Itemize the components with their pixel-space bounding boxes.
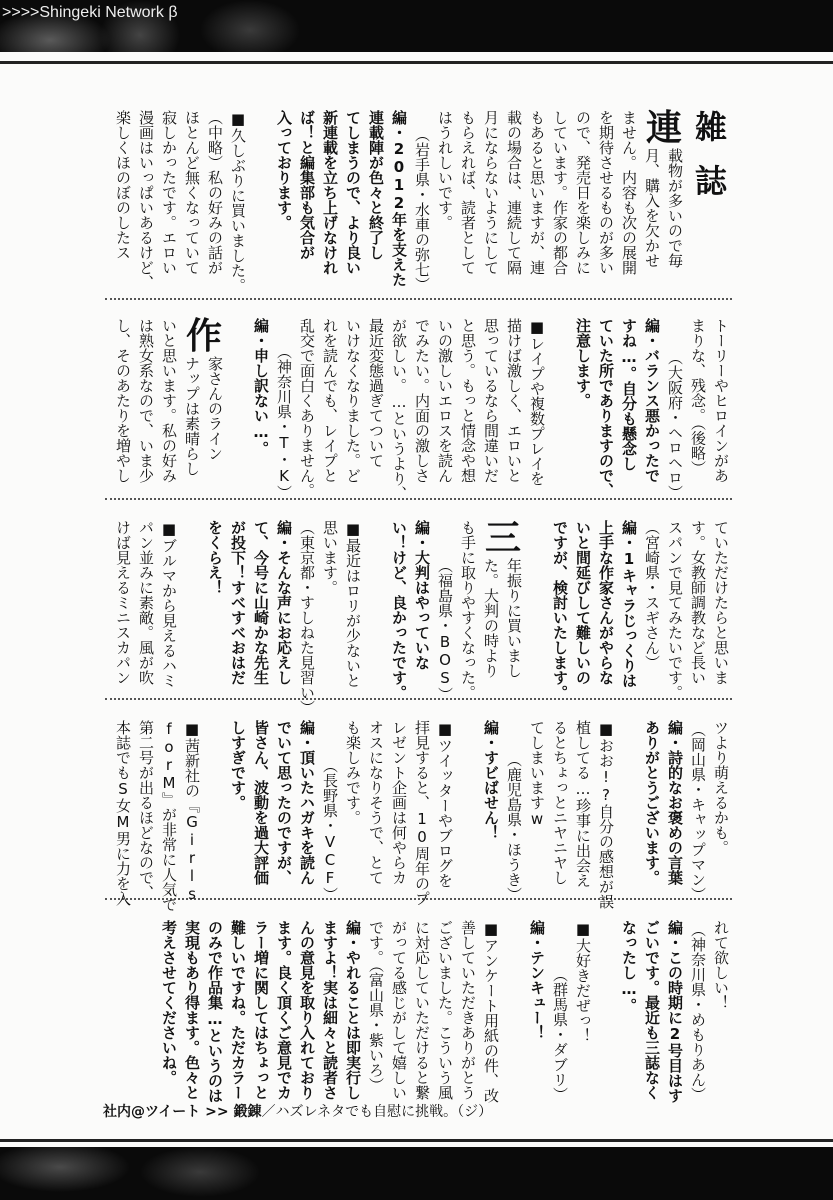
editor-reply-column: をくらえ！ [206,520,224,595]
text-column: ていただけたらと思いま [712,520,730,685]
drop-cap: 連 [645,108,682,149]
text-column [617,720,640,902]
text-column: 思います。 [321,520,339,595]
text-column: ツより萌えるかも。 [712,720,730,855]
editor-reply-column: しすぎです。 [229,720,247,810]
text-column: しています。作家の都合 [551,110,569,275]
text-column: もらえれば、読者として [459,110,477,275]
text-column [548,318,571,500]
sender-signature: （長野県・VCF） [321,758,339,902]
text-column: 描けば激しく、エロいと [505,318,523,483]
text-column: 楽しくほのぼのしたス [114,110,132,260]
sender-signature: （神奈川県・めもりあん） [689,922,707,1102]
text-column: でみたい。内面の激しさ [413,318,431,483]
editor-reply-column: 編・バランス悪かったで [643,318,661,483]
editor-reply-column: 編・1キャラじっくりは [620,520,638,688]
text-column: は熟女系なので、いま少 [137,318,155,483]
sender-signature: （神奈川県・T・K） [275,344,293,500]
text-column: も楽しみです。 [344,720,362,825]
text-column: が欲しい。…というより、 [390,318,408,501]
text-row [105,110,732,292]
editor-reply-column: 新連載を立ち上げなけれ [321,110,339,275]
text-column [226,318,249,500]
text-column: 思っているなら間違いだ [482,318,500,483]
page-footer-banner [0,1147,833,1200]
text-column: forM』が非常に人気で [160,720,178,912]
text-column: はうれしいです。 [436,110,454,230]
text-column: 本誌でもS女M男に力を入 [114,720,132,906]
text-column: 年振りに買いまし [505,558,523,678]
text-column [525,520,548,702]
text-column: 家さんのライン [206,356,224,461]
editor-reply-column: のみで作品集…というのは [206,920,224,1103]
editor-reply-column: 編・そんな声にお応えし [275,520,293,685]
text-column: るとちょっとニヤニヤし [551,720,569,885]
editor-reply-column: 入っております。 [275,110,293,230]
sender-signature: （岩手県・水車の弥七） [413,127,431,292]
text-row [105,318,732,500]
text-row [105,720,732,912]
editor-reply-column: 編・テンキュー！ [528,920,546,1040]
staff-tweet-text: ／ハズレネタでも自慰に挑戦。（ジ） [261,1104,493,1120]
text-column: がってる感じがして嬉しい [390,920,408,1100]
editor-reply-column: いと間延びして難しいの [574,520,592,685]
text-column [456,720,479,902]
text-column: 月にならないようにして [482,110,500,275]
text-column: ほとんど無くなっていて [183,110,201,275]
text-column: し、そのあたりを増やし [114,318,132,483]
text-column: ■レイプや複数プレイを [528,318,546,486]
editor-reply-column: んの意見を取り入れており [298,920,316,1100]
section-title: 雑誌 [690,110,728,218]
editor-reply-column: 編・この時期に2号目はす [666,920,684,1103]
text-column: 拝見すると、10周年のプ [413,720,431,906]
text-column: 善していただきありがとう [459,920,477,1100]
text-column: 寂しかったです。エロい [160,110,178,275]
editor-reply-column: 編・申し訳ない…。 [252,318,270,456]
text-column: トーリーやヒロインがあ [712,318,730,483]
sender-signature: （福島県・BOS） [436,558,454,702]
text-column: いと思います。私の好み [160,318,178,483]
editor-reply-column: て、今号に山崎かな先生 [252,520,270,685]
text-column: レゼント企画は何やらカ [390,720,408,885]
sender-signature: （岡山県・キャップマン） [689,722,707,902]
drop-cap: 三 [484,518,521,559]
dotted-separator [105,298,732,300]
text-column: 乱交で面白くありません。 [298,318,316,498]
text-column: 漫画はいっぱいあるけど、 [137,110,155,290]
text-column: ■おお!?自分の感想が誤 [597,720,615,909]
text-column: （宮崎県・スギさん） [643,520,661,670]
text-column: 第二号が出るほどなので、 [137,720,155,900]
editor-reply-column: ですが、検討いたします。 [551,520,569,700]
text-column [594,920,617,1102]
text-column: ■最近はロリが少ないと [344,520,362,688]
text-row [105,518,732,715]
text-column: （中略）私の好みの話が [206,110,224,275]
text-column: ■茜新社の『Girls [183,720,201,903]
text-column: ■久しぶりに買いました。 [229,110,247,293]
drop-cap: 作 [185,316,222,357]
drop-cap-block [479,520,525,702]
text-column [364,520,387,702]
text-column: 載物が多いので毎 [666,148,684,268]
editor-reply-column: なったし…。 [620,920,638,1013]
editor-reply-column: 編・2012年を支えた [390,110,408,287]
text-column: ので、発売日を楽しみに [574,110,592,275]
staff-tweet [103,1101,492,1121]
text-column: もあると思いますが、連 [528,110,546,275]
editor-reply-column: ていた所でありますので、 [597,318,615,498]
editor-reply-column: 編・詩的なお褒めの言葉 [666,720,684,885]
drop-cap-block [180,318,226,500]
text-column: まりな、残念。（後略） [689,318,707,476]
editor-reply-column: ごいです。最近も三誌なく [643,920,661,1100]
text-column: スパンで見てみたいです。 [666,520,684,700]
editor-reply-column: 考えさせてくださいね。 [160,920,178,1085]
text-column: れを読んでも、レイプと [321,318,339,483]
editor-reply-column: ラー増に関してはちょっと [252,920,270,1100]
text-column: 載の場合は、連続して隔 [505,110,523,275]
text-column: に対応していただけると繋 [413,920,431,1100]
text-column: ■ブルマから見えるハミ [160,520,178,688]
sender-signature: （東京都・すしねた見習い） [298,520,316,715]
text-column: ございました。こういう風 [436,920,454,1100]
editor-reply-column: でいて思ったのですが、 [275,720,293,885]
text-column: けば見えるミニスカパン [114,520,132,685]
text-column: ナップは素晴らし [183,356,201,476]
editor-reply-column: 編・頂いたハガキを読ん [298,720,316,885]
staff-tweet-label: 社内@ツイート >> 鍛錬 [103,1104,262,1120]
text-column: 植してる…珍事に出会え [574,720,592,888]
editor-reply-column: ます。良く頂くご意見でカ [275,920,293,1100]
editor-reply-column: 編・やれることは即実行し [344,920,362,1100]
header-title: >>>>Shingeki Network β [2,4,178,21]
editor-reply-column: ますよ！実は細々と読者さ [321,920,339,1100]
editor-reply-column: てしまうので、より良い [344,110,362,275]
text-row [105,920,732,1102]
editor-reply-column: 編・すビばせん！ [482,720,500,840]
text-column: ■大好きだぜっ！ [574,920,592,1043]
text-column: ません。内容も次の展開 [620,110,638,275]
text-column [180,520,203,702]
editor-reply-column: すね…。自分も懸念し [620,318,638,471]
text-column: です。（富山県・紫いろ） [367,920,385,1093]
page-header-banner [0,0,833,52]
footer-divider [0,1139,833,1142]
text-column: パン並みに素敵。風が吹 [137,520,155,685]
editor-reply-column: ば！と編集部も気合が [298,110,316,260]
text-column: た。大判の時より [482,558,500,678]
header-divider [0,61,833,64]
text-column: てしまいますw [528,720,546,828]
text-column [203,720,226,902]
text-column: と思う。もっと情念や想 [459,318,477,483]
text-column: いけなくなりました。ど [344,318,362,483]
text-column [249,110,272,292]
text-column: れて欲しい！ [712,920,730,1010]
text-column: オスになりそうで、とて [367,720,385,885]
sender-signature: （鹿児島県・ほうき） [505,752,523,902]
text-column: ■アンケート用紙の件、改 [482,920,500,1103]
editor-reply-column: が投下！すべすべおはだ [229,520,247,685]
text-column: す。女教師調教など長い [689,520,707,685]
editor-reply-column: 実現もあり得ます。色々と [183,920,201,1100]
editor-reply-column: 連載陣が色々と終了し [367,110,385,260]
text-column: も手に取りやすくなった。 [459,520,477,700]
editor-reply-column: 注意します。 [574,318,592,408]
editor-reply-column: ありがとうございます。 [643,720,661,885]
sender-signature: （群馬県・ダブリ） [551,967,569,1102]
drop-cap-block [640,110,686,292]
editor-reply-column: 皆さん、波動を過大評価 [252,720,270,885]
text-column: いの激しいエロスを読ん [436,318,454,483]
editor-reply-column: い！けど、良かったです。 [390,520,408,700]
editor-reply-column: 編・大判はやっていな [413,520,431,670]
editor-reply-column: 難しいですね。ただカラー [229,920,247,1100]
text-column [502,920,525,1102]
sender-signature: （大阪府・ヘロヘロ） [666,350,684,500]
text-column: 最近変態過ぎてついて [367,318,385,468]
text-column: を期待させるものが多い [597,110,615,275]
text-column: ■ツイッターやブログを [436,720,454,888]
text-column: 月、購入を欠かせ [643,148,661,268]
editor-reply-column: 上手な作家さんがやらな [597,520,615,685]
